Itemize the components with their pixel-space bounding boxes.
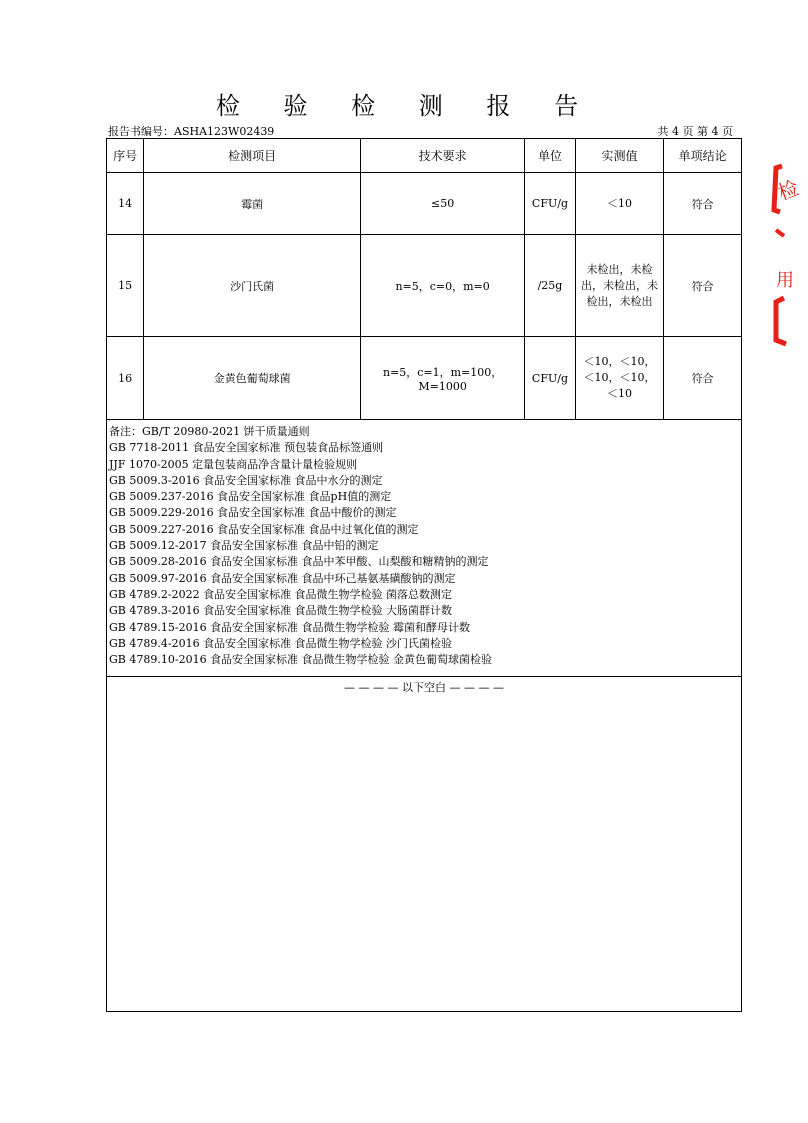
col-header-item: 检测项目 — [144, 139, 361, 173]
note-line: GB 4789.3-2016 食品安全国家标准 食品微生物学检验 大肠菌群计数 — [109, 604, 453, 618]
stamp-graphic — [768, 158, 808, 348]
note-line: GB 5009.3-2016 食品安全国家标准 食品中水分的测定 — [109, 473, 383, 487]
cell-result: 符合 — [664, 337, 742, 420]
table-header-row — [107, 139, 742, 173]
cell-result: 符合 — [664, 235, 742, 337]
cell-result: 符合 — [664, 173, 742, 235]
cell-unit: CFU/g — [525, 173, 575, 235]
note-line: GB 5009.237-2016 食品安全国家标准 食品pH值的测定 — [109, 490, 392, 504]
cell-unit: /25g — [525, 235, 575, 337]
note-line: GB 4789.10-2016 食品安全国家标准 食品微生物学检验 金黄色葡萄球菌检验 — [109, 653, 493, 667]
cell-item: 霉菌 — [144, 173, 361, 235]
cell-value-text: ＜10，＜10，＜10，＜10，＜10 — [583, 355, 656, 400]
blank-row — [107, 677, 742, 1012]
col-header-no: 序号 — [107, 139, 144, 173]
cell-value — [575, 173, 664, 235]
results-table — [106, 138, 742, 1012]
note-line: GB 5009.97-2016 食品安全国家标准 食品中环己基氨基磺酸钠的测定 — [109, 571, 456, 585]
note-line: GB 5009.227-2016 食品安全国家标准 食品中过氧化值的测定 — [109, 522, 419, 536]
note-line: GB 4789.2-2022 食品安全国家标准 食品微生物学检验 菌落总数测定 — [109, 587, 453, 601]
cell-unit: CFU/g — [525, 337, 575, 420]
cell-requirement: ≤50 — [360, 173, 524, 235]
note-line: GB 5009.12-2017 食品安全国家标准 食品中铅的测定 — [109, 539, 379, 553]
cell-requirement: n=5，c=1，m=100，M=1000 — [360, 337, 524, 420]
cell-no: 14 — [107, 173, 144, 235]
note-line: GB 4789.15-2016 食品安全国家标准 食品微生物学检验 霉菌和酵母计数 — [109, 620, 471, 634]
cell-requirement: n=5，c=0，m=0 — [360, 235, 524, 337]
note-line: GB 4789.4-2016 食品安全国家标准 食品微生物学检验 沙门氏菌检验 — [109, 636, 453, 650]
col-header-result: 单项结论 — [664, 139, 742, 173]
col-header-requirement: 技术要求 — [360, 139, 524, 173]
cell-value-text: 未检出，未检出，未检出，未检出，未检出 — [581, 262, 658, 308]
cell-value — [575, 337, 664, 420]
cell-item: 金黄色葡萄球菌 — [144, 337, 361, 420]
cell-item: 沙门氏菌 — [144, 235, 361, 337]
blank-cell — [107, 677, 742, 1012]
note-line: GB 7718-2011 食品安全国家标准 预包装食品标签通则 — [109, 441, 384, 455]
cell-no: 16 — [107, 337, 144, 420]
note-line: GB 5009.229-2016 食品安全国家标准 食品中酸价的测定 — [109, 506, 397, 520]
note-line: JJF 1070-2005 定量包装商品净含量计量检验规则 — [109, 457, 358, 471]
table-row — [107, 173, 742, 235]
cell-no: 15 — [107, 235, 144, 337]
cell-value-text: ＜10 — [607, 196, 632, 210]
note-line: 备注：GB/T 20980-2021 饼干质量通则 — [109, 425, 310, 438]
notes-cell — [107, 420, 742, 677]
report-title: 检 验 检 测 报 告 — [215, 92, 597, 120]
stamp-char-1: 检 — [774, 175, 802, 205]
cell-value — [575, 235, 664, 337]
page-info: 共 4 页 第 4 页 — [657, 125, 733, 138]
table-row — [107, 337, 742, 420]
notes-row — [107, 420, 742, 677]
stamp-char-2: 用 — [776, 270, 794, 291]
table-row — [107, 235, 742, 337]
col-header-value: 实测值 — [575, 139, 664, 173]
official-stamp — [768, 158, 808, 348]
report-number: 报告书编号：ASHA123W02439 — [108, 125, 275, 138]
blank-below-marker: — — — — 以下空白 — — — — — [344, 681, 504, 694]
note-line: GB 5009.28-2016 食品安全国家标准 食品中苯甲酸、山梨酸和糖精钠的测定 — [109, 555, 489, 569]
col-header-unit: 单位 — [525, 139, 575, 173]
